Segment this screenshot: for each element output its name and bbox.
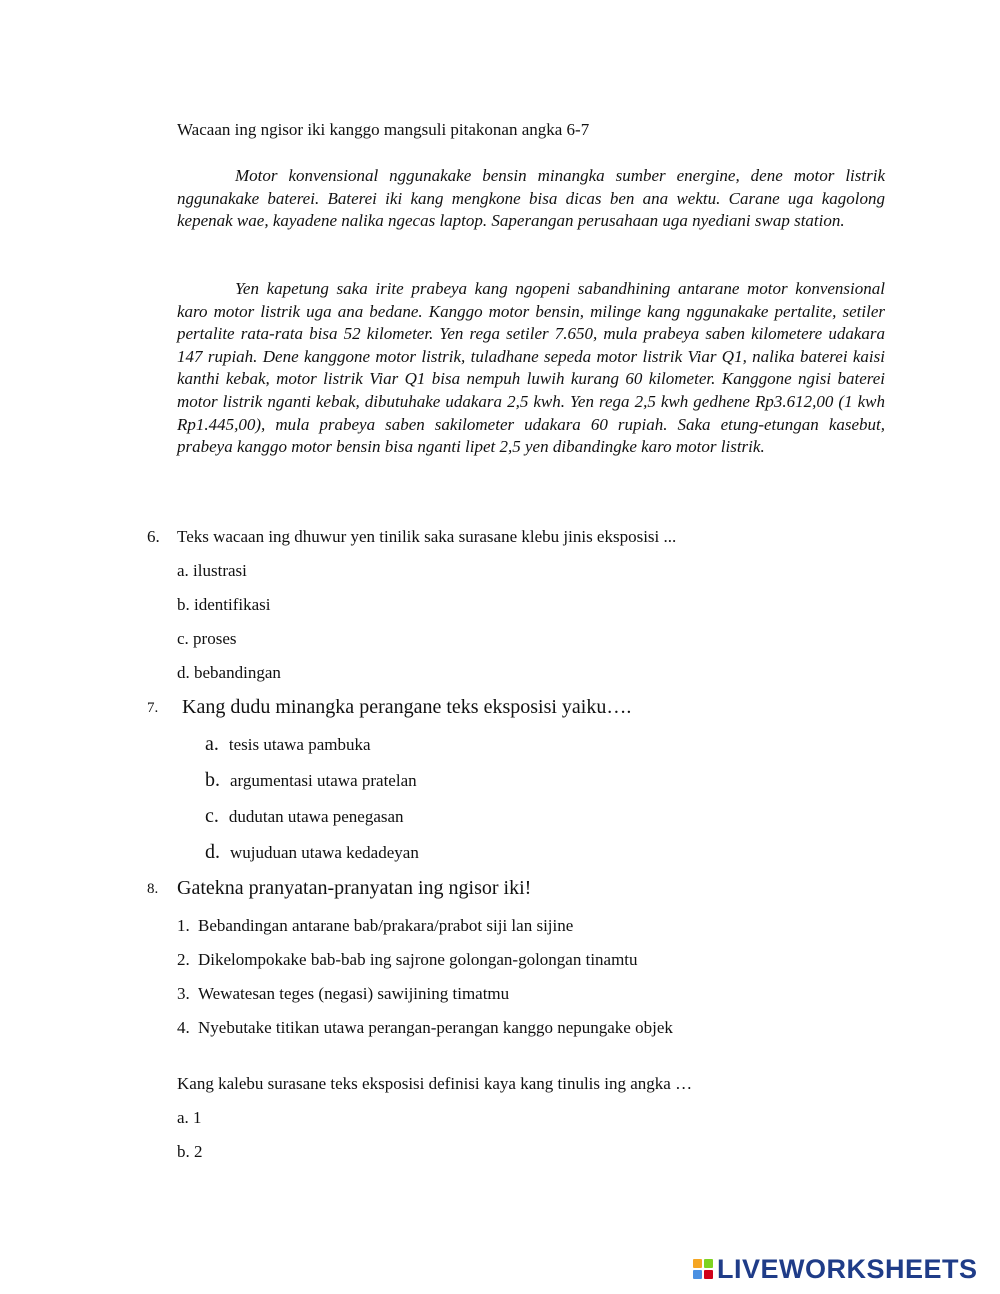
- q8-statement-4-text: Nyebutake titikan utawa perangan-perangan kanggo nepungake objek: [198, 1018, 673, 1037]
- q8-statement-3-text: Wewatesan teges (negasi) sawijining timatmu: [198, 984, 510, 1003]
- q8-option-a[interactable]: a. 1: [177, 1108, 202, 1127]
- q7-option-b[interactable]: [205, 769, 417, 792]
- q7-option-d-letter: d.: [205, 841, 220, 863]
- logo-square-3: [693, 1270, 702, 1279]
- passage-paragraph-1: [177, 165, 885, 233]
- intro-text: Wacaan ing ngisor iki kanggo mangsuli pitakonan angka 6-7: [177, 120, 590, 139]
- q8-text: Gatekna pranyatan-pranyatan ing ngisor iki!: [177, 877, 532, 899]
- q6-text: Teks wacaan ing dhuwur yen tinilik saka surasane klebu jinis eksposisi ...: [177, 527, 677, 546]
- q6-option-a[interactable]: a. ilustrasi: [177, 561, 247, 580]
- q8-statement-2-text: Dikelompokake bab-bab ing sajrone golongan-golongan tinamtu: [198, 950, 638, 969]
- passage-paragraph-2: [177, 278, 885, 459]
- q7-option-c-text: dudutan utawa penegasan: [228, 807, 404, 826]
- logo-text: LIVEWORKSHEETS: [717, 1253, 978, 1284]
- q8-statement-1-num: 1.: [177, 916, 190, 935]
- q7-option-b-letter: b.: [205, 769, 220, 791]
- q7-option-c-letter: c.: [205, 805, 219, 827]
- passage-paragraph-1-text: Motor konvensional nggunakake bensin minangka sumber energine, dene motor listrik nggunakake baterei. Baterei iki kang mengkone bisa dicas ben ana wektu. Carane uga kagolong kepenak wae, kayadene nalika ngecas laptop. Saperangan perusahaan uga nyediani swap station.: [177, 166, 885, 231]
- q7-text: Kang dudu minangka perangane teks eksposisi yaiku….: [182, 696, 632, 718]
- q8-number: 8.: [147, 881, 159, 897]
- q7-option-a-letter: a.: [205, 733, 219, 755]
- q8-statement-2: [177, 950, 638, 970]
- q7-option-a-text: tesis utawa pambuka: [228, 735, 371, 754]
- logo-square-1: [693, 1259, 702, 1268]
- q6-number: 6.: [147, 527, 160, 546]
- q8-statement-4-num: 4.: [177, 1018, 190, 1037]
- q6-option-d[interactable]: d. bebandingan: [177, 663, 281, 682]
- q8-statement-3: [177, 984, 509, 1004]
- q7-number: 7.: [147, 700, 159, 716]
- q7-option-c[interactable]: [205, 805, 404, 828]
- logo-square-4: [704, 1270, 713, 1279]
- logo-mark-icon: [693, 1259, 713, 1279]
- q7-option-b-text: argumentasi utawa pratelan: [230, 771, 417, 790]
- q8-statement-3-num: 3.: [177, 984, 190, 1003]
- q8-statement-2-num: 2.: [177, 950, 190, 969]
- q8-statement-4: [177, 1018, 673, 1038]
- passage-paragraph-2-text: Yen kapetung saka irite prabeya kang ngopeni sabandhining antarane motor konvensional karo motor listrik uga ana bedane. Kanggo motor bensin, milinge kang nggunakake pertalite, setiler pertalite rata-rata bisa 52 kilometer. Yen rega setiler 7.650, mula prabeya saben kilometere udakara 147 rupiah. Dene kanggone motor listrik, tuladhane sepeda motor listrik Viar Q1, nalika baterei kaisi kanthi kebak, motor listrik Viar Q1 bisa nempuh luwih kurang 60 kilometer. Kanggone ngisi baterei motor listrik nganti kebak, dibutuhake udakara 2,5 kwh. Yen rega 2,5 kwh gedhene Rp3.612,00 (1 kwh Rp1.445,00), mula prabeya saben sakilometer udakara 60 rupiah. Saka etung-etungan kasebut, prabeya kanggo motor bensin bisa nganti lipet 2,5 yen dibandingke karo motor listrik.: [177, 279, 885, 457]
- logo-square-2: [704, 1259, 713, 1268]
- q8-statement-1: [177, 916, 573, 936]
- q8-option-b[interactable]: b. 2: [177, 1142, 203, 1161]
- q7-option-d[interactable]: [205, 841, 419, 864]
- liveworksheets-logo: [693, 1252, 993, 1286]
- q8-prompt: Kang kalebu surasane teks eksposisi definisi kaya kang tinulis ing angka …: [177, 1074, 693, 1093]
- q8-statement-1-text: Bebandingan antarane bab/prakara/prabot siji lan sijine: [198, 916, 574, 935]
- q7-option-a[interactable]: [205, 733, 371, 756]
- q7-option-d-text: wujuduan utawa kedadeyan: [230, 843, 419, 862]
- q6-option-c[interactable]: c. proses: [177, 629, 237, 648]
- q6-option-b[interactable]: b. identifikasi: [177, 595, 271, 614]
